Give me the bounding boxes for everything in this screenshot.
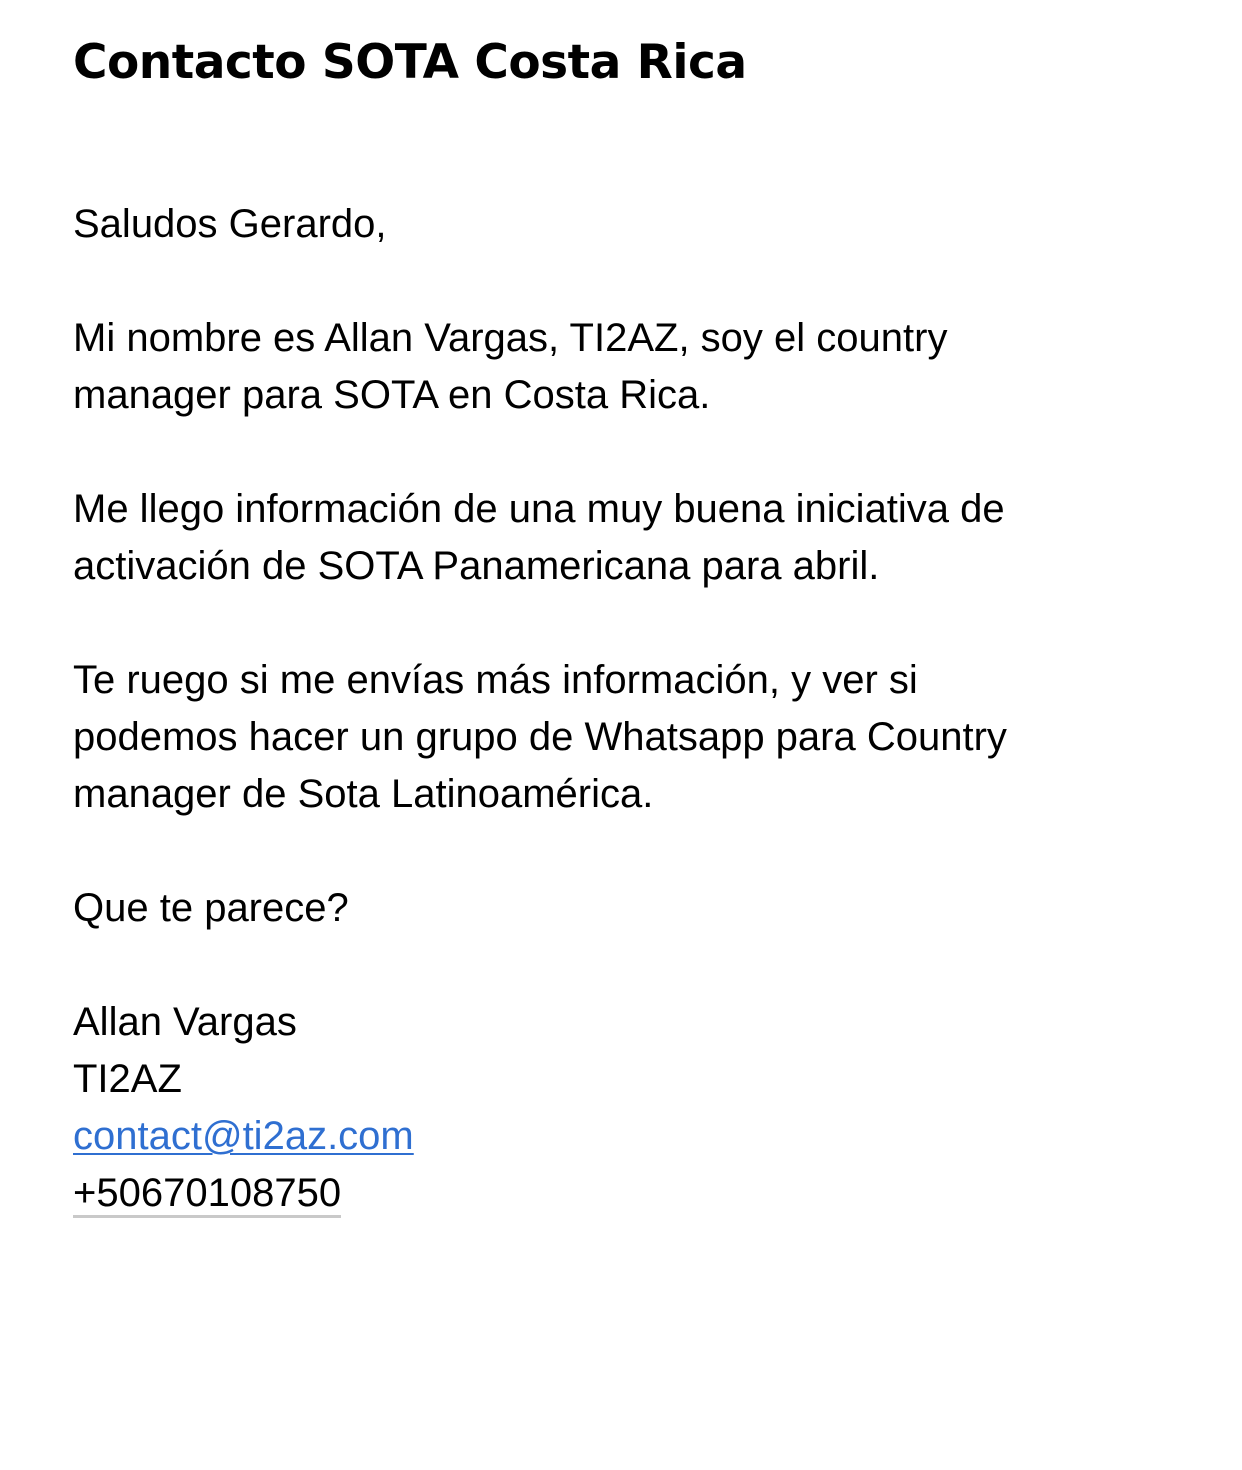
email-link[interactable]: contact@ti2az.com [73, 1114, 414, 1158]
greeting: Saludos Gerardo, [73, 202, 387, 246]
signature-phone-row [73, 1165, 1183, 1222]
question: Que te parece? [73, 886, 349, 930]
email-body [73, 196, 1183, 1222]
paragraph-request [73, 652, 1183, 823]
body-line: podemos hacer un grupo de Whatsapp para Country [73, 715, 1007, 759]
body-line: Te ruego si me envías más información, y ver si [73, 658, 918, 702]
body-line: activación de SOTA Panamericana para abril. [73, 544, 880, 588]
signature [73, 994, 1183, 1222]
signature-callsign: TI2AZ [73, 1057, 182, 1101]
body-line: Mi nombre es Allan Vargas, TI2AZ, soy el country [73, 316, 948, 360]
body-line: Me llego información de una muy buena iniciativa de [73, 487, 1005, 531]
body-line: manager para SOTA en Costa Rica. [73, 373, 711, 417]
email-subject: Contacto SOTA Costa Rica [73, 35, 747, 90]
paragraph-initiative [73, 481, 1183, 595]
paragraph-intro [73, 310, 1183, 424]
signature-name: Allan Vargas [73, 1000, 297, 1044]
email-message [73, 0, 1183, 1222]
body-line: manager de Sota Latinoamérica. [73, 772, 654, 816]
signature-email-row [73, 1108, 1183, 1165]
phone-link[interactable]: +50670108750 [73, 1171, 341, 1218]
